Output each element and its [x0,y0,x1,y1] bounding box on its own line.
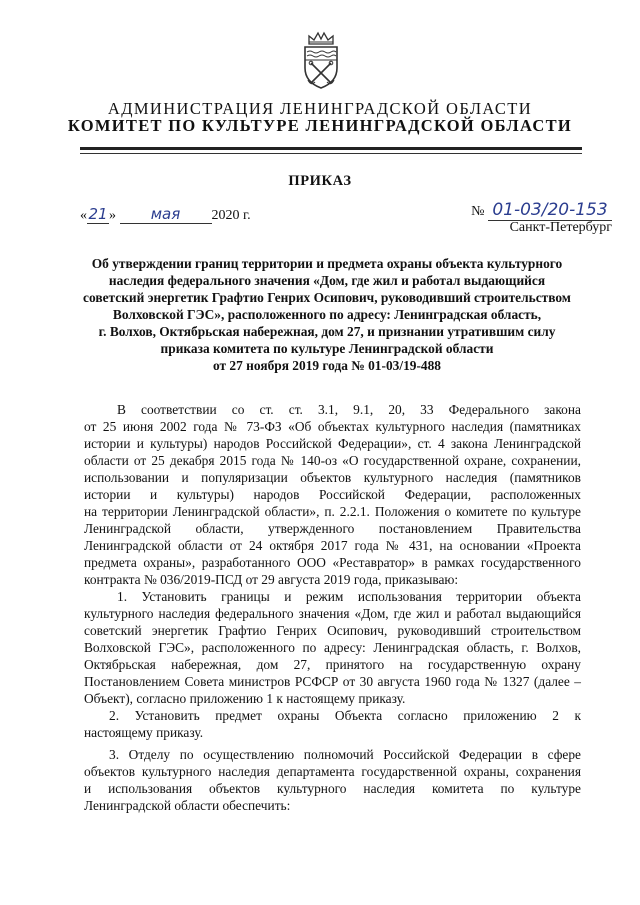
item-3-paragraph [84,746,581,814]
item-1-paragraph [84,588,581,707]
body-line: Постановлением Совета министров РСФСР от 30 августа 1960 года № 1327 (далее – [84,674,581,689]
body-line: объектов культурного наследия департамента государственной охраны, сохранения [84,764,581,779]
body-line: 1. Установить границы и режим использования территории объекта [117,589,581,604]
body-line: Ленинградской области от 24 октября 2017 года № 431, на основании «Проекта [84,538,581,553]
body-line: В соответствии со ст. ст. 3.1, 9.1, 20, 33 Федерального закона [117,402,581,417]
document-city: Санкт-Петербург [509,220,612,235]
body-line: контракта № 036/2019-ПСД от 29 августа 2019 года, приказываю: [84,572,459,587]
org-name-line-1: АДМИНИСТРАЦИЯ ЛЕНИНГРАДСКОЙ ОБЛАСТИ [107,99,533,118]
body-line: Ленинградской области обеспечить: [84,798,291,813]
body-line: истории и культуры) народов Российской Федерации», ст. 4 закона Ленинградской [84,436,581,451]
body-line: предмета охраны», разработанного ООО «Реставратор» в рамках государственного [84,555,581,570]
body-line: использовании и популяризации объектов культурного наследия (памятников [84,470,581,485]
document-date [80,205,251,224]
number-prefix: № [471,204,485,219]
body-line: от 25 июня 2002 года № 73-ФЗ «Об объектах культурного наследия (памятниках [84,419,581,434]
org-name-line-2: КОМИТЕТ ПО КУЛЬТУРЕ ЛЕНИНГРАДСКОЙ ОБЛАСТИ [67,116,573,135]
date-year: 2020 г. [211,208,251,223]
body-line: советский энергетик Графтио Генрих Осипович, руководивший строительством [84,623,581,638]
body-line: настоящему приказу. [84,725,204,740]
body-line: 3. Отделу по осуществлению полномочий Российской Федерации в сфере [109,747,581,762]
body-line: области от 25 декабря 2015 года № 140-оз «О государственной охране, сохранении, [84,453,581,468]
body-line: истории и культуры) народов Российской Федерации, расположенных [84,487,581,502]
date-day: 21 [88,205,108,223]
document-subject [74,255,580,374]
document-number [471,200,612,221]
number-value: 01-03/20-153 [488,200,612,221]
body-line: Ленинградской области, утвержденного постановлением Правительства [84,521,581,536]
coat-of-arms-icon [301,30,341,90]
subject-line: советский энергетик Графтио Генрих Осипович, руководивший строительством [83,290,571,305]
body-line: на территории Ленинградской области», п. 2.2.1. Положения о комитете по культуре [84,504,581,519]
subject-line: наследия федерального значения «Дом, где жил и работал выдающийся [108,273,546,288]
body-line: и использования объектов культурного наследия комитета по культуре [84,781,581,796]
item-2-paragraph [84,707,581,741]
document-body [84,401,581,814]
subject-line: г. Волхов, Октябрьская набережная, дом 27, и признании утратившим силу [98,324,556,339]
subject-line: от 27 ноября 2019 года № 01-03/19-488 [212,358,442,373]
body-line: 2. Установить предмет охраны Объекта согласно приложению 2 к [109,708,581,723]
date-month: мая [120,205,212,224]
subject-line: приказа комитета по культуре Ленинградской области [160,341,494,356]
subject-line: Волховской ГЭС», расположенного по адресу: Ленинградская область, [112,307,542,322]
date-quote-close: » [109,208,116,223]
date-quote-open: « [80,208,87,223]
subject-line: Об утверждении границ территории и предмета охраны объекта культурного [91,256,563,271]
body-line: культурного наследия федерального значения «Дом, где жил и работал выдающийся [84,606,581,621]
body-line: Объект), согласно приложению 1 к настоящему приказу. [84,691,406,706]
document-title: ПРИКАЗ [288,173,352,189]
preamble-paragraph [84,401,581,588]
body-line: Волховской ГЭС», расположенного по адресу: Ленинградская область, г. Волхов, [84,640,581,655]
header-rule-thick [80,147,582,150]
body-line: Октябрьская набережная, дом 27, принятого на государственную охрану [84,657,581,672]
header-rule-thin [80,153,582,154]
